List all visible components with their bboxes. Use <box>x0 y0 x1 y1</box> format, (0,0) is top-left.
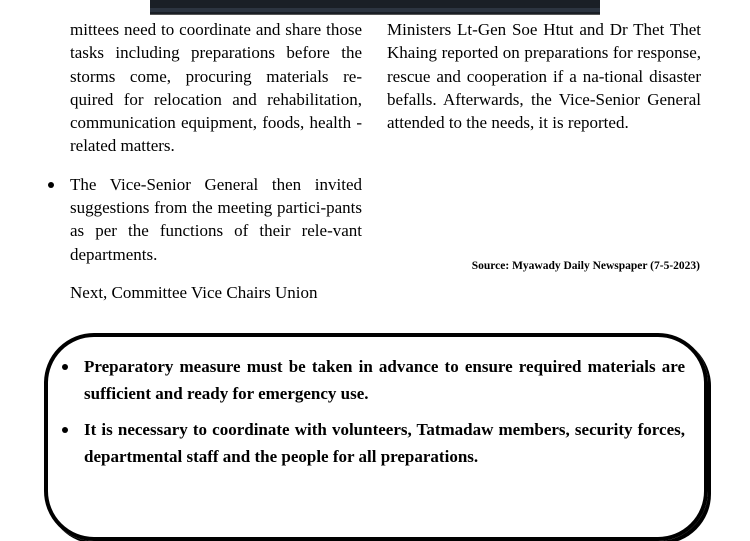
left-column <box>70 18 362 304</box>
right-paragraph: Ministers Lt-Gen Soe Htut and Dr Thet Thet Khaing reported on preparations for response, rescue and cooperation if a na-tional disaster befalls. Afterwards, the Vice-Senior General attended to the needs, it is reported. <box>387 20 701 133</box>
left-paragraph-next: Next, Committee Vice Chairs Union <box>70 282 318 302</box>
highlight-item-text: Preparatory measure must be taken in advance to ensure required materials are sufficient and ready for emergency use. <box>84 357 685 403</box>
bullet-icon <box>48 182 54 188</box>
photo-strip <box>150 8 600 12</box>
highlight-item-text: It is necessary to coordinate with volunteers, Tatmadaw members, security forces, departmental staff and the people for all preparations. <box>84 420 685 466</box>
source-citation: Source: Myawady Daily Newspaper (7-5-2023) <box>471 260 700 272</box>
bullet-icon <box>62 427 68 433</box>
highlight-item <box>84 416 685 470</box>
bullet-icon <box>62 364 68 370</box>
highlight-item <box>84 353 685 407</box>
left-bullet-item <box>70 173 362 266</box>
highlight-list <box>84 353 685 479</box>
left-paragraph-continued: mittees need to coordinate and share those tasks including preparations before the storms come, procuring materials re-quired for relocation and rehabilitation, communication equipment, foods, health -related matters. <box>70 20 362 156</box>
article-photo-bottom-edge <box>150 0 600 15</box>
left-bullet-text: The Vice-Senior General then invited suggestions from the meeting partici-pants as per the functions of their rele-vant departments. <box>70 174 362 264</box>
right-column <box>387 18 701 134</box>
